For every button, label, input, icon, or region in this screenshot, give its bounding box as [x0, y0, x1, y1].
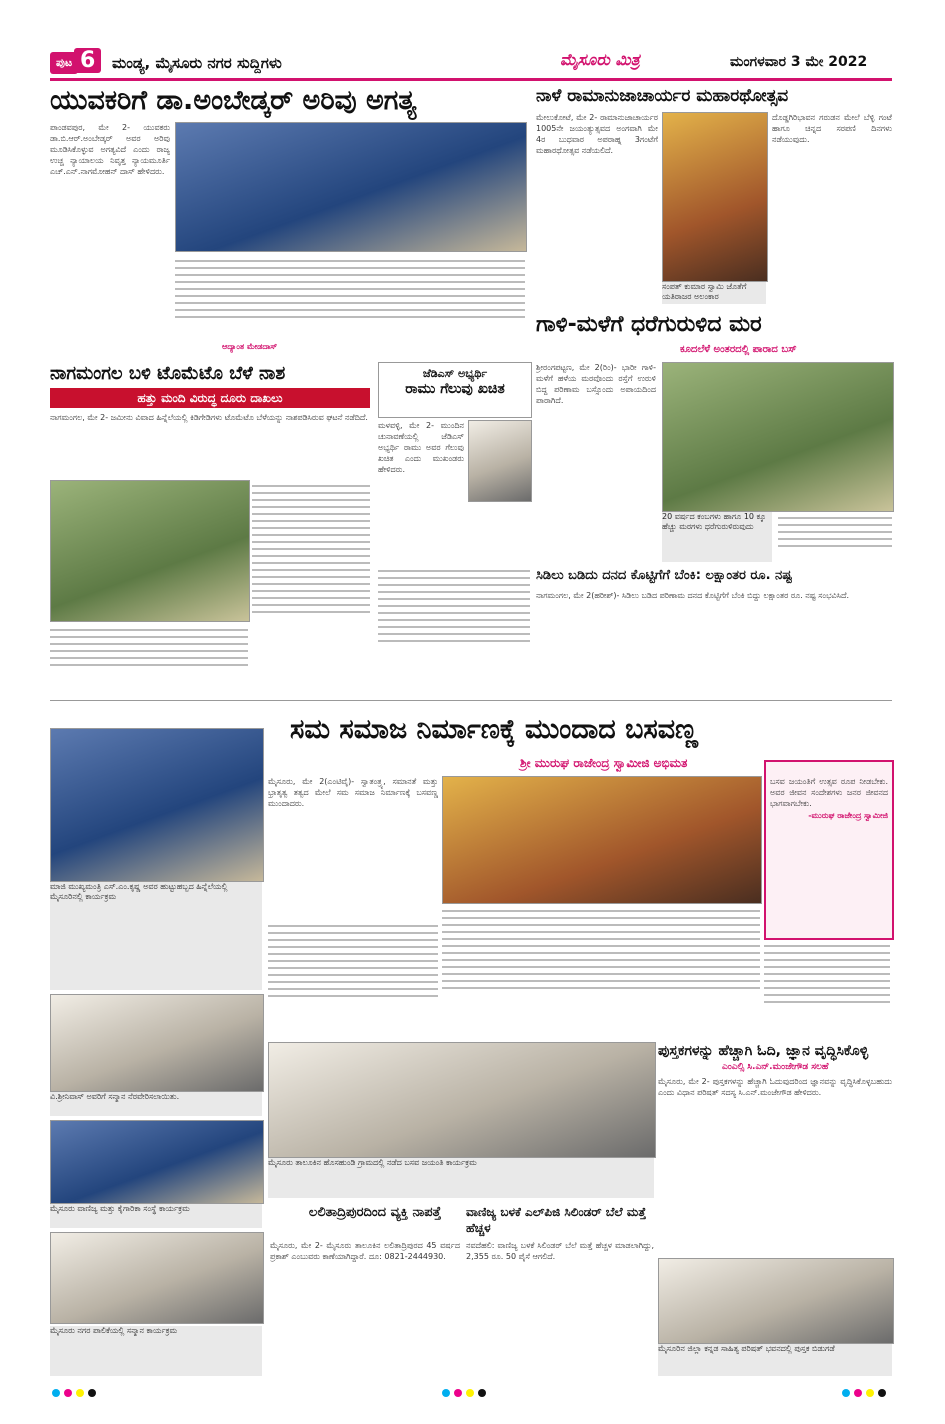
basava-body-cont2	[442, 905, 760, 1038]
tree-caption: 20 ವರ್ಷದ ಕಂಬಗಳು ಹಾಗೂ 10 ಕ್ಕೂ ಹೆಚ್ಚು ಮರಗಳು ಧರೆಗುರುಳಿರುವುದು	[662, 512, 772, 562]
left-caption-1: ಮಾಜಿ ಮುಖ್ಯಮಂತ್ರಿ ಎಸ್.ಎಂ.ಕೃಷ್ಣ ಅವರ ಹುಟ್ಟುಹಬ್ಬದ ಹಿನ್ನೆಲೆಯಲ್ಲಿ ಮೈಸೂರಿನಲ್ಲಿ ಕಾರ್ಯಕ್ರಮ	[50, 882, 262, 990]
tomato-body: ನಾಗಮಂಗಲ, ಮೇ 2- ಜಮೀನು ವಿವಾದ ಹಿನ್ನೆಲೆಯಲ್ಲಿ ಕಿಡಿಗೇಡಿಗಳು ಟೊಮೆಟೊ ಬೆಳೆಯನ್ನು ನಾಶಪಡಿಸಿರುವ ಘಟನೆ ನಡೆದಿದೆ.	[50, 413, 368, 422]
header-rule	[50, 78, 892, 81]
basava-quote: ಬಸವ ಜಯಂತಿಗೆ ಉತ್ಸವ ರೂಪ ನೀಡಬೇಕು. ಅವರ ಜೀವನ ಸಂದೇಶಗಳು ಜನರ ಜೀವನದ ಭಾಗವಾಗಬೇಕು.	[770, 777, 888, 808]
ramanuja-body2: ದೊಡ್ಡಗಿರಿಭಾವನ ಗರುಡನ ಮೇಲೆ ಬೆಳ್ಳಿ ಗಂಟೆ ಹಾಗೂ ಚಿನ್ನದ ಸರಪಣಿ ದಿನಗಳು ನಡೆಯುವುದು.	[772, 113, 892, 144]
youth-body: ಪಾಂಡವಪುರ, ಮೇ 2- ಯುವಕರು ಡಾ.ಬಿ.ಆರ್.ಅಂಬೇಡ್ಕರ್ ಅವರ ಅರಿವು ಮೂಡಿಸಿಕೊಳ್ಳುವ ಅಗತ್ಯವಿದೆ ಎಂದು ರಾಜ್ಯ ಉಚ್ಚ ನ್ಯಾಯಾಲಯ ನಿವೃತ್ತ ನ್ಯಾಯಮೂರ್ತಿ ಎಚ್.ಎನ್.ನಾಗಮೋಹನ್ ದಾಸ್ ಹೇಳಿದರು.	[50, 123, 170, 176]
lpg-headline: ವಾಣಿಜ್ಯ ಬಳಕೆ ಎಲ್‌ಪಿಜಿ ಸಿಲಿಂಡರ್ ಬೆಲೆ ಮತ್ತೆ ಹೆಚ್ಚಳ	[466, 1205, 647, 1235]
fold-rule	[50, 700, 892, 701]
left-photo-3	[50, 1120, 264, 1204]
page-number: 6	[74, 48, 101, 73]
books-photo	[658, 1258, 894, 1344]
basava-caption: ಮೈಸೂರು ತಾಲೂಕಿನ ಹೊಸಹುಂಡಿ ಗ್ರಾಮದಲ್ಲಿ ನಡೆದ ಬಸವ ಜಯಂತಿ ಕಾರ್ಯಕ್ರಮ	[268, 1158, 654, 1198]
basava-headline: ಸಮ ಸಮಾಜ ನಿರ್ಮಾಣಕ್ಕೆ ಮುಂದಾದ ಬಸವಣ್ಣ	[290, 714, 698, 745]
tree-photo	[662, 362, 894, 512]
books-caption: ಮೈಸೂರಿನ ಜಿಲ್ಲಾ ಕನ್ನಡ ಸಾಹಿತ್ಯ ಪರಿಷತ್ ಭವನದಲ್ಲಿ ಪುಸ್ತಕ ಬಿಡುಗಡೆ	[658, 1344, 892, 1376]
print-marks-center	[440, 1382, 488, 1401]
jds-body: ಮಳವಳ್ಳಿ, ಮೇ 2- ಮುಂದಿನ ಚುನಾವಣೆಯಲ್ಲಿ ಜೆಡಿಎಸ್ ಅಭ್ಯರ್ಥಿ ರಾಮು ಅವರ ಗೆಲುವು ಖಚಿತ ಎಂದು ಮುಖಂಡರು ಹೇಳಿದರು.	[378, 421, 464, 474]
lalitadri-body: ಮೈಸೂರು, ಮೇ 2- ಮೈಸೂರು ತಾಲೂಕಿನ ಲಲಿತಾದ್ರಿಪುರದ 45 ವರ್ಷದ ಪ್ರಕಾಶ್ ಎಂಬುವರು ಕಾಣೆಯಾಗಿದ್ದಾರೆ. ದೂ: 0821-2444930.	[270, 1241, 460, 1261]
lalitadri-headline: ಲಲಿತಾದ್ರಿಪುರದಿಂದ ವ್ಯಕ್ತಿ ನಾಪತ್ತೆ	[308, 1205, 442, 1220]
tomato-headline: ನಾಗಮಂಗಲ ಬಳಿ ಟೊಮೆಟೊ ಬೆಳೆ ನಾಶ	[50, 363, 286, 384]
basava-photo	[442, 776, 762, 904]
tree-subhead: ಕೂದಲೆಳೆ ಅಂತರದಲ್ಲಿ ಪಾರಾದ ಬಸ್	[680, 344, 797, 355]
basava-quote-author: -ಮುರುಘ ರಾಜೇಂದ್ರ ಸ್ವಾಮೀಜಿ	[808, 811, 888, 820]
print-marks-left	[50, 1382, 98, 1401]
print-marks-right	[840, 1382, 888, 1401]
ramanuja-body: ಮೇಲುಕೋಟೆ, ಮೇ 2- ರಾಮಾನುಜಾಚಾರ್ಯರ 1005ನೇ ಜಯಂತ್ಯುತ್ಸವದ ಅಂಗವಾಗಿ ಮೇ 4ರ ಬುಧವಾರ ಅಪರಾಹ್ನ 3ಗಂಟೆಗೆ ಮಹಾರಥೋತ್ಸವ ನಡೆಯಲಿದೆ.	[536, 113, 658, 155]
ramanuja-caption: ಸಂಪತ್ ಕುಮಾರ ಸ್ವಾಮಿ ಜೊತೆಗೆ ಯತಿರಾಜರ ಅಲಂಕಾರ	[662, 282, 766, 304]
basava-body-cont	[268, 920, 438, 1038]
left-caption-4: ಮೈಸೂರು ನಗರ ಪಾಲಿಕೆಯಲ್ಲಿ ಸನ್ಮಾನ ಕಾರ್ಯಕ್ರಮ	[50, 1326, 262, 1376]
tomato-subhead: ಹತ್ತು ಮಂದಿ ವಿರುದ್ಧ ದೂರು ದಾಖಲು	[50, 388, 370, 408]
tree-body-cont	[778, 512, 892, 562]
tomato-photo	[50, 480, 250, 622]
books-body: ಮೈಸೂರು, ಮೇ 2- ಪುಸ್ತಕಗಳನ್ನು ಹೆಚ್ಚಾಗಿ ಓದುವುದರಿಂದ ಜ್ಞಾನವನ್ನು ವೃದ್ಧಿಸಿಕೊಳ್ಳಬಹುದು ಎಂದು ವಿಧಾನ ಪರಿಷತ್ ಸದಸ್ಯ ಸಿ.ಎನ್.ಮಂಜೇಗೌಡ ಹೇಳಿದರು.	[658, 1077, 892, 1097]
youth-caption: ಆದ್ಯಾಂತ ಮೇಡದಾಸ್	[222, 342, 278, 351]
left-photo-2	[50, 994, 264, 1092]
lpg-body: ನವದೆಹಲಿ: ವಾಣಿಜ್ಯ ಬಳಕೆ ಸಿಲಿಂಡರ್ ಬೆಲೆ ಮತ್ತೆ ಹೆಚ್ಚಳ ಮಾಡಲಾಗಿದ್ದು, 2,355 ರೂ. 50 ಪೈಸೆ ಆಗಲಿದೆ.	[466, 1241, 654, 1261]
basava-body-cont3	[764, 940, 890, 1038]
tomato-body-cont	[252, 480, 370, 690]
left-caption-3: ಮೈಸೂರು ವಾಣಿಜ್ಯ ಮತ್ತು ಕೈಗಾರಿಕಾ ಸಂಸ್ಥೆ ಕಾರ್ಯಕ್ರಮ	[50, 1204, 262, 1228]
youth-photo	[175, 122, 527, 252]
left-photo-1	[50, 728, 264, 882]
jds-box	[378, 362, 532, 418]
tree-headline: ಗಾಳಿ-ಮಳೆಗೆ ಧರೆಗುರುಳಿದ ಮರ	[536, 312, 762, 337]
jds-body-cont	[378, 565, 530, 690]
basava-photo-2	[268, 1042, 656, 1158]
bank-body: ನಾಗಮಂಗಲ, ಮೇ 2(ಹರೀಶ್)- ಸಿಡಿಲು ಬಡಿದ ಪರಿಣಾಮ ದನದ ಕೊಟ್ಟಿಗೆಗೆ ಬೆಂಕಿ ಬಿದ್ದು ಲಕ್ಷಾಂತರ ರೂ. ನಷ್ಟ ಸಂಭವಿಸಿದೆ.	[536, 591, 849, 600]
basava-subhead: ಶ್ರೀ ಮುರುಘ ರಾಜೇಂದ್ರ ಸ್ವಾಮೀಜಿ ಅಭಿಮತ	[520, 756, 688, 770]
ramanuja-headline: ನಾಳೆ ರಾಮಾನುಜಾಚಾರ್ಯರ ಮಹಾರಥೋತ್ಸವ	[536, 86, 789, 106]
books-subhead: ಎಂಎಲ್ಸಿ ಸಿ.ಎನ್.ಮಂಜೇಗೌಡ ಸಲಹೆ	[722, 1062, 829, 1072]
ramanuja-photo	[662, 112, 768, 282]
basava-body: ಮೈಸೂರು, ಮೇ 2(ಎಂಟಿವೈ)- ಸ್ವಾತಂತ್ರ್ಯ, ಸಮಾನತೆ ಮತ್ತು ಭ್ರಾತೃತ್ವ ತತ್ವದ ಮೇಲೆ ಸಮ ಸಮಾಜ ನಿರ್ಮಾಣಕ್ಕೆ ಬಸವಣ್ಣ ಮುಂದಾದರು.	[268, 777, 438, 808]
jds-kicker: ಜೆಡಿಎಸ್ ಅಭ್ಯರ್ಥಿ	[422, 367, 488, 380]
issue-date: ಮಂಗಳವಾರ 3 ಮೇ 2022	[730, 54, 868, 70]
jds-photo	[468, 420, 532, 502]
left-caption-2: ವಿ.ಶ್ರೀನಿವಾಸ್ ಅವರಿಗೆ ಸನ್ಮಾನ ನೆರವೇರಿಸಲಾಯಿತು.	[50, 1092, 262, 1116]
left-photo-4	[50, 1232, 264, 1324]
youth-body-cont	[175, 255, 525, 350]
tree-body: ಶ್ರೀರಂಗಪಟ್ಟಣ, ಮೇ 2(ರಿಂ)- ಭಾರೀ ಗಾಳಿ-ಮಳೆಗೆ ಹಳೆಯ ಮರವೊಂದು ರಸ್ತೆಗೆ ಉರುಳಿ ಬಿದ್ದ ಪರಿಣಾಮ ಬಸ್ಸೊಂದು ಅಪಾಯದಿಂದ ಪಾರಾಗಿದೆ.	[536, 363, 656, 405]
youth-headline: ಯುವಕರಿಗೆ ಡಾ.ಅಂಬೇಡ್ಕರ್ ಅರಿವು ಅಗತ್ಯ	[50, 85, 417, 116]
masthead: ಮೈಸೂರು ಮಿತ್ರ	[560, 50, 640, 69]
books-headline: ಪುಸ್ತಕಗಳನ್ನು ಹೆಚ್ಚಾಗಿ ಓದಿ, ಜ್ಞಾನ ವೃದ್ಧಿಸಿಕೊಳ್ಳಿ	[658, 1043, 869, 1059]
jds-headline: ರಾಮು ಗೆಲುವು ಖಚಿತ	[405, 381, 505, 397]
basava-quote-box	[764, 760, 894, 940]
bank-headline: ಸಿಡಿಲು ಬಡಿದು ದನದ ಕೊಟ್ಟಿಗೆಗೆ ಬೆಂಕಿ: ಲಕ್ಷಾಂತರ ರೂ. ನಷ್ಟ	[536, 568, 793, 583]
tomato-body-cont2	[50, 624, 248, 690]
page-label: ಪುಟ	[50, 52, 78, 74]
section-title: ಮಂಡ್ಯ, ಮೈಸೂರು ನಗರ ಸುದ್ದಿಗಳು	[112, 54, 282, 72]
